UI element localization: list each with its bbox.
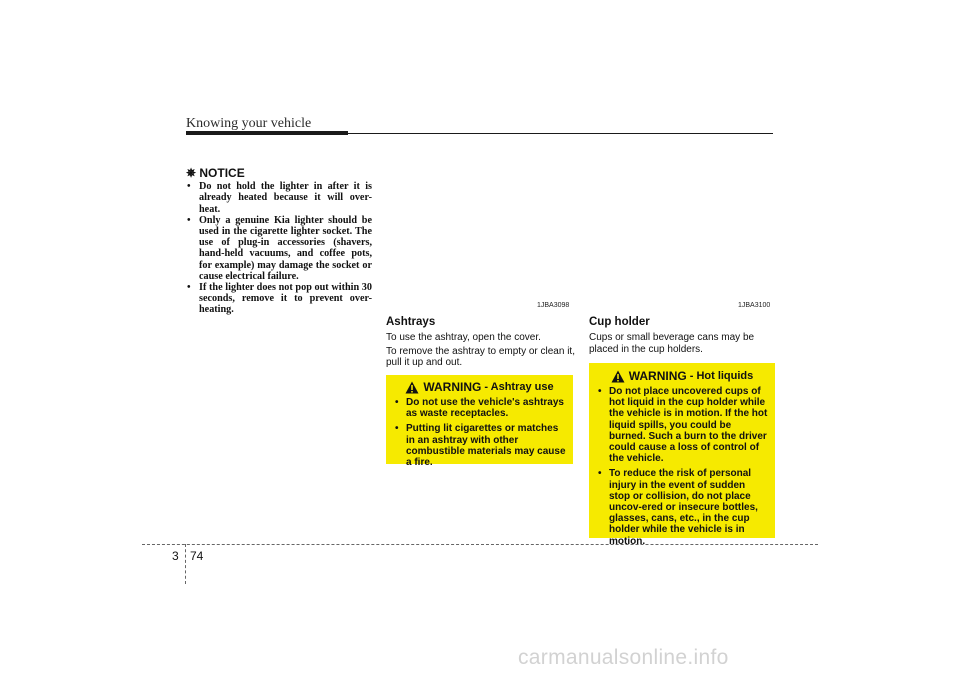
warning-triangle-icon <box>611 370 625 383</box>
warning-triangle-icon <box>405 381 419 394</box>
cup-holder-heading: Cup holder <box>589 316 650 328</box>
cup-holder-warning-box <box>589 363 775 547</box>
cup-holder-warning-item: • To reduce the risk of personal injury in the event of sudden stop or collision, do not place uncov-ered or insecure bottles, glasses, cans, etc., in the cup holder while the vehicle is in motion. <box>596 468 768 546</box>
notice-list <box>186 181 372 315</box>
ashtray-warning-header <box>393 381 566 394</box>
notice-section <box>186 168 372 316</box>
notice-title: ✵ NOTICE <box>186 166 245 180</box>
cup-holder-paragraph: Cups or small beverage cans may be placed in the cup holders. <box>589 332 755 355</box>
ashtray-warning-label: WARNING <box>423 379 482 394</box>
ashtrays-paragraph: To use the ashtray, open the cover. <box>386 332 541 343</box>
ashtray-warning-list <box>393 397 566 468</box>
ashtrays-body <box>386 332 576 371</box>
ashtray-warning-subtitle: - Ashtray use <box>484 380 554 393</box>
ashtray-warning-item: • Do not use the vehicle's ashtrays as waste receptacles. <box>393 397 566 419</box>
footer-divider <box>185 544 186 584</box>
ashtray-warning-box <box>386 375 573 469</box>
ashtrays-paragraph: To remove the ashtray to empty or clean it, pull it up and out. <box>386 345 575 368</box>
footer-rule <box>142 544 818 545</box>
header-rule-thin <box>348 133 773 134</box>
page-number: 74 <box>190 549 204 563</box>
cup-holder-warning-item: • Do not place uncovered cups of hot liquid in the cup holder while the vehicle is in motion. If the hot liquid spills, you could be burned. Such a burn to the driver could cause a loss of control of the vehicle. <box>596 386 768 464</box>
cup-holder-body <box>589 332 775 357</box>
chapter-number: 3 <box>172 549 179 563</box>
notice-item: • Only a genuine Kia lighter should be used in the cigarette lighter socket. The use of plug-in accessories (shavers, hand-held vacuums, and coffee pots, for example) may damage the socket or cause electrical failure. <box>186 215 372 282</box>
cup-holder-warning-header <box>596 370 768 383</box>
cup-holder-warning-subtitle: - Hot liquids <box>689 369 754 382</box>
ashtray-warning-item: • Putting lit cigarettes or matches in an ashtray with other combustible materials may cause a fire. <box>393 423 566 468</box>
header-rule-thick <box>186 131 348 135</box>
notice-item: • Do not hold the lighter in after it is already heated because it will over-heat. <box>186 181 372 215</box>
ashtray-image-code: 1JBA3098 <box>537 302 570 309</box>
ashtrays-heading: Ashtrays <box>386 316 436 328</box>
page-header-title: Knowing your vehicle <box>186 116 312 131</box>
cup-holder-image-code: 1JBA3100 <box>738 302 771 309</box>
cup-holder-warning-list <box>596 386 768 547</box>
notice-item: • If the lighter does not pop out within 30 seconds, remove it to prevent over-heating. <box>186 282 372 316</box>
watermark-text: carmanualsonline.info <box>518 646 729 669</box>
cup-holder-warning-label: WARNING <box>628 368 687 383</box>
